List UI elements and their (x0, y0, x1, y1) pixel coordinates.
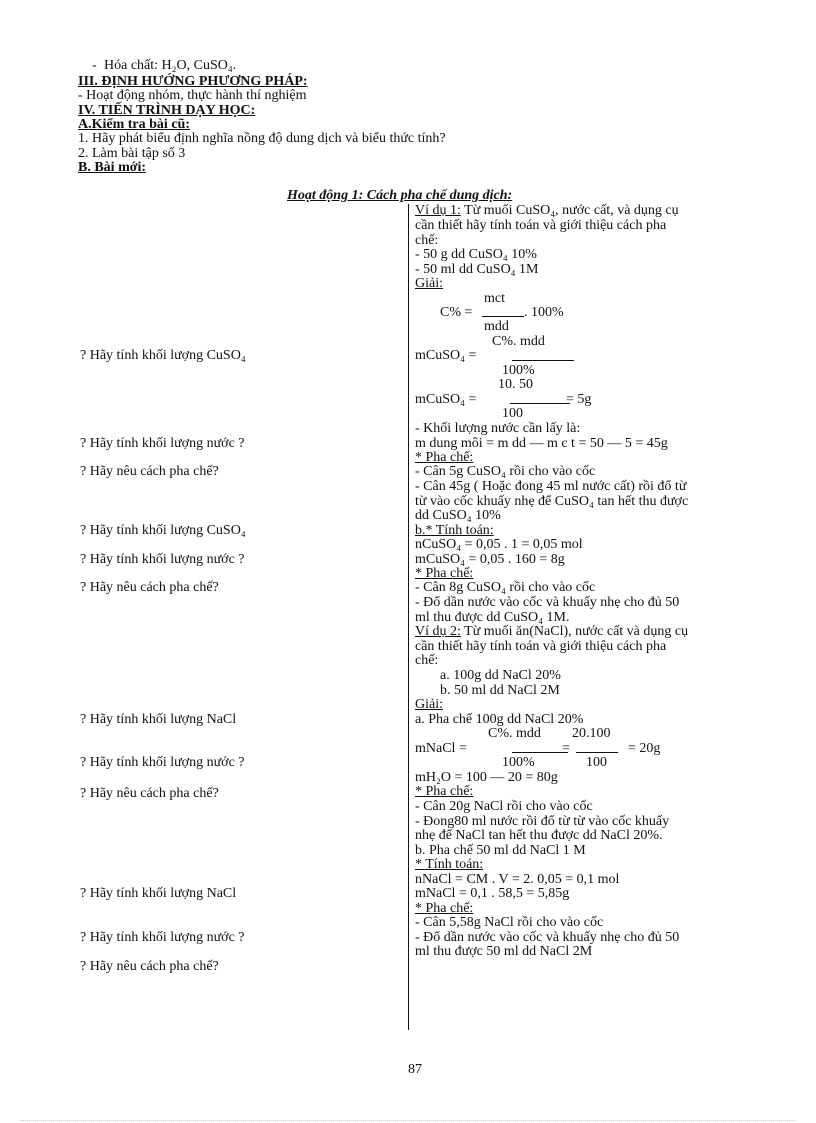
formula-3-numerator: 10. 50 (498, 377, 533, 392)
procedure-2-step-c: ml thu được dd CuSO₄ 1M. (415, 610, 570, 625)
water-needed-line: - Khối lượng nước cần lấy là: (415, 421, 581, 436)
procedure-1-step-a: - Cân 5g CuSO₄ rồi cho vào cốc (415, 464, 596, 479)
page-number: 87 (408, 1062, 422, 1077)
example-1-text: Từ muối CuSO₄, nước cất, và dụng cụ (460, 203, 679, 218)
example-2-item-b: b. 50 ml dd NaCl 2M (440, 683, 560, 698)
example-2-text-2: cần thiết hãy tính toán và giới thiệu cách pha (415, 639, 667, 654)
old-lesson-question-2: 2. Làm bài tập số 3 (78, 146, 186, 161)
question-mass-nacl-1: ? Hãy tính khối lượng NaCl (80, 712, 237, 727)
chemicals-line: Hóa chất: H₂O, CuSO₄. (104, 58, 237, 73)
page-bottom-border (20, 1120, 796, 1121)
example-2-text: Từ muối ăn(NaCl), nước cất và dụng cụ (460, 624, 689, 639)
example-2-text-3: chế: (415, 653, 439, 668)
dash-marker: - (92, 58, 97, 73)
part-a-heading: a. Pha chế 100g dd NaCl 20% (415, 712, 584, 727)
formula-1-numerator: mct (484, 291, 505, 306)
formula-2-numerator: C%. mdd (492, 334, 545, 349)
formula-4-numerator-2: 20.100 (572, 726, 611, 741)
question-procedure-3: ? Hãy nêu cách pha chế? (80, 786, 219, 801)
formula-4-denominator-1: 100% (502, 755, 535, 770)
formula-4-numerator-1: C%. mdd (488, 726, 541, 741)
old-lesson-question-1: 1. Hãy phát biểu định nghĩa nồng độ dung dịch và biểu thức tính? (78, 131, 446, 146)
formula-3-denominator: 100 (502, 406, 523, 421)
water-mass-equation: m dung môi = m dd — m c t = 50 — 5 = 45g (415, 436, 668, 451)
formula-4-bar-1 (512, 752, 568, 753)
method-text: Hoạt động nhóm, thực hành thí nghiệm (86, 88, 307, 103)
section-a-heading: A.Kiểm tra bài cũ: (78, 117, 190, 132)
procedure-2-step-b: - Đổ dần nước vào cốc và khuấy nhẹ cho đủ 50 (415, 595, 680, 610)
procedure-1-step-c: từ vào cốc khuấy nhẹ để CuSO₄ tan hết thu được (415, 494, 689, 509)
procedure-4-label: * Pha chế: (415, 901, 474, 916)
example-2-label: Ví dụ 2: (415, 624, 461, 639)
procedure-4-step-a: - Cân 5,58g NaCl rồi cho vào cốc (415, 915, 604, 930)
mass-cuso4: mCuSO₄ = 0,05 . 160 = 8g (415, 552, 565, 567)
question-procedure-2: ? Hãy nêu cách pha chế? (80, 580, 219, 595)
question-mass-water-3: ? Hãy tính khối lượng nước ? (80, 755, 245, 770)
formula-2-bar (512, 360, 574, 361)
question-procedure-1: ? Hãy nêu cách pha chế? (80, 464, 219, 479)
example-2-item-a: a. 100g dd NaCl 20% (440, 668, 561, 683)
formula-4-bar-2 (576, 752, 618, 753)
procedure-1-label: * Pha chế: (415, 450, 474, 465)
formula-2-denominator: 100% (502, 363, 535, 378)
formula-1-bar (482, 316, 524, 317)
solution-2-label: Giải: (415, 697, 443, 712)
calculation-b-label: b.* Tính toán: (415, 523, 494, 538)
part-b-heading: b. Pha chế 50 ml dd NaCl 1 M (415, 843, 586, 858)
procedure-3-step-c: nhẹ để NaCl tan hết thu được dd NaCl 20%. (415, 828, 663, 843)
calculation-2-label: * Tính toán: (415, 857, 484, 872)
section-iv-heading: IV. TIẾN TRÌNH DẠY HỌC: (78, 103, 256, 118)
example-1-intro (415, 203, 679, 218)
moles-cuso4: nCuSO₄ = 0,05 . 1 = 0,05 mol (415, 537, 583, 552)
formula-1-denominator: mdd (484, 319, 509, 334)
question-mass-nacl-2: ? Hãy tính khối lượng NaCl (80, 886, 237, 901)
column-divider (408, 204, 409, 1030)
example-1-label: Ví dụ 1: (415, 203, 461, 218)
procedure-3-step-b: - Đong80 ml nước rồi đổ từ từ vào cốc khuấy (415, 814, 670, 829)
formula-4-denominator-2: 100 (586, 755, 607, 770)
procedure-3-step-a: - Cân 20g NaCl rồi cho vào cốc (415, 799, 593, 814)
water-mass-nacl: mH₂O = 100 — 20 = 80g (415, 770, 558, 785)
procedure-4-step-c: ml thu được 50 ml dd NaCl 2M (415, 944, 593, 959)
activity-title: Hoạt động 1: Cách pha chế dung dịch: (287, 188, 513, 203)
example-2-intro (415, 624, 688, 639)
mass-nacl: mNaCl = 0,1 . 58,5 = 5,85g (415, 886, 570, 901)
formula-3-bar (510, 403, 570, 404)
question-mass-water-4: ? Hãy tính khối lượng nước ? (80, 930, 245, 945)
moles-nacl: nNaCl = CM . V = 2. 0,05 = 0,1 mol (415, 872, 620, 887)
solution-1-label: Giải: (415, 276, 443, 291)
procedure-4-step-b: - Đổ dần nước vào cốc và khuấy nhẹ cho đủ 50 (415, 930, 680, 945)
formula-3-lhs: mCuSO₄ = (415, 392, 477, 407)
formula-2-lhs: mCuSO₄ = (415, 348, 477, 363)
section-b-heading: B. Bài mới: (78, 160, 147, 175)
formula-4-equals: = (562, 741, 570, 756)
question-mass-water-2: ? Hãy tính khối lượng nước ? (80, 552, 245, 567)
formula-1-rhs: . 100% (524, 305, 564, 320)
example-1-text-2: cần thiết hãy tính toán và giới thiệu cách pha (415, 218, 667, 233)
question-mass-cuso4-1: ? Hãy tính khối lượng CuSO₄ (80, 348, 246, 363)
formula-1-lhs: C% = (440, 305, 473, 320)
example-1-item-b: - 50 ml dd CuSO₄ 1M (415, 262, 539, 277)
question-mass-cuso4-2: ? Hãy tính khối lượng CuSO₄ (80, 523, 246, 538)
section-iii-heading: III. ĐỊNH HƯỚNG PHƯƠNG PHÁP: (78, 74, 308, 89)
procedure-1-step-b: - Cân 45g ( Hoặc đong 45 ml nước cất) rồi đổ từ (415, 479, 687, 494)
method-line: - Hoạt động nhóm, thực hành thí nghiệm (78, 88, 307, 103)
question-procedure-4: ? Hãy nêu cách pha chế? (80, 959, 219, 974)
formula-3-rhs: = 5g (566, 392, 592, 407)
procedure-1-step-d: dd CuSO₄ 10% (415, 508, 501, 523)
example-1-item-a: - 50 g dd CuSO₄ 10% (415, 247, 537, 262)
formula-4-lhs: mNaCl = (415, 741, 467, 756)
procedure-3-label: * Pha chế: (415, 784, 474, 799)
procedure-2-step-a: - Cân 8g CuSO₄ rồi cho vào cốc (415, 580, 596, 595)
example-1-text-3: chế: (415, 233, 439, 248)
formula-4-rhs: = 20g (628, 741, 661, 756)
question-mass-water-1: ? Hãy tính khối lượng nước ? (80, 436, 245, 451)
procedure-2-label: * Pha chế: (415, 566, 474, 581)
